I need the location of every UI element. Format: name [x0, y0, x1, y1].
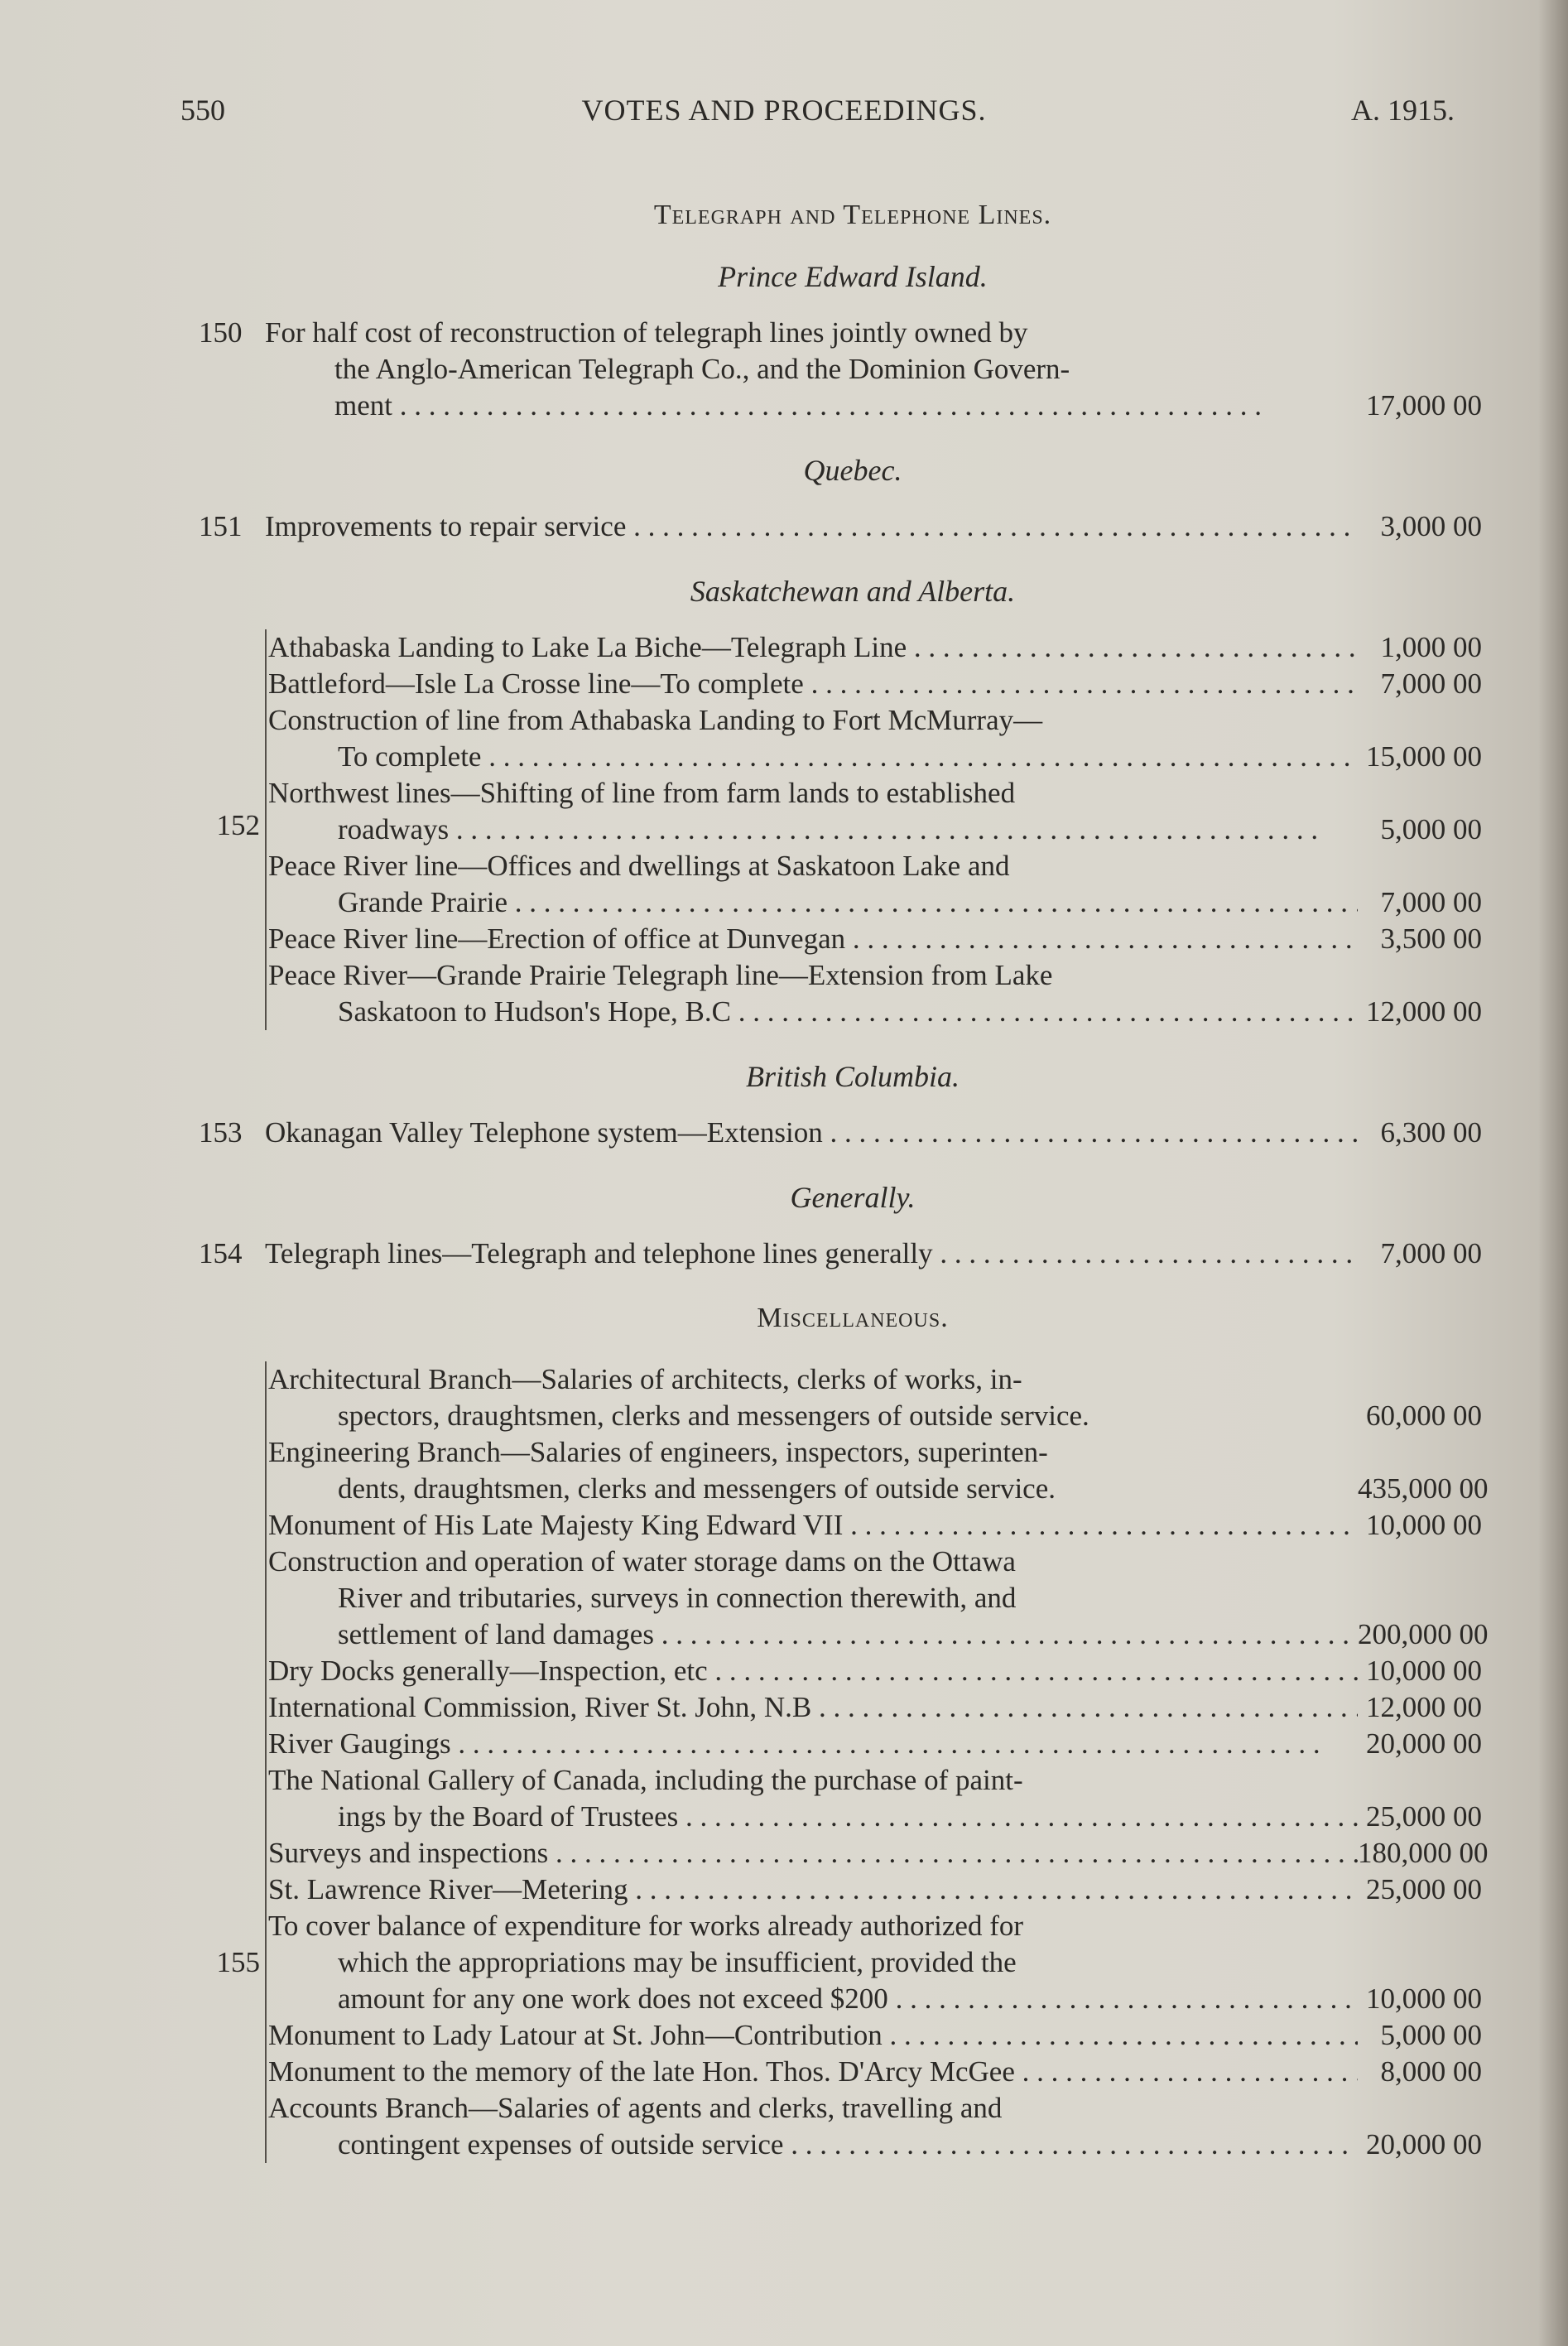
item-amount: 200,000 00 [1358, 1618, 1489, 1650]
vote-text: ment . . . [334, 388, 1358, 424]
page-content [199, 197, 1489, 2163]
vote-155-group [199, 1361, 1489, 2163]
item-text: To cover balance of expenditure for works already authorized for [268, 1910, 1023, 1942]
header-year: A. 1915. [1351, 94, 1455, 127]
item-text: which the appropriations may be insufficient, provided the [338, 1946, 1017, 1978]
item-text: settlement of land damages . . . [338, 1616, 1358, 1653]
vote-number: 153 [199, 1116, 243, 1149]
vote-number: 154 [199, 1237, 243, 1269]
section-title: Telegraph and Telephone Lines. [653, 200, 1052, 230]
item-text: Battleford—Isle La Crosse line—To complete . . . [268, 666, 1358, 702]
item-amount: 15,000 00 [1366, 740, 1482, 773]
item-text: Construction and operation of water storage dams on the Ottawa [268, 1545, 1016, 1578]
item-text: Athabaska Landing to Lake La Biche—Telegraph Line . . . [268, 629, 1358, 666]
item-text: St. Lawrence River—Metering . . . [268, 1872, 1358, 1908]
item-text: Surveys and inspections . . . [268, 1835, 1358, 1872]
item-text: Construction of line from Athabaska Landing to Fort McMurray— [268, 704, 1043, 736]
vote-number: 150 [199, 316, 243, 349]
item-text: Peace River—Grande Prairie Telegraph line—Extension from Lake [268, 959, 1053, 991]
item-text: Dry Docks generally—Inspection, etc . . . [268, 1653, 1358, 1689]
item-text: Accounts Branch—Salaries of agents and clerks, travelling and [268, 2092, 1003, 2124]
vote-151 [199, 508, 1482, 545]
item-amount: 3,500 00 [1380, 923, 1482, 955]
item-amount: 1,000 00 [1380, 631, 1482, 663]
item-text: dents, draughtsmen, clerks and messengers of outside service. [338, 1472, 1056, 1505]
subhead-bc: British Columbia. [745, 1060, 960, 1093]
subhead-pei: Prince Edward Island. [718, 260, 988, 293]
item-amount: 5,000 00 [1380, 813, 1482, 845]
item-text: Peace River line—Erection of office at Dunvegan . . . [268, 921, 1358, 957]
vote-text: Telegraph lines—Telegraph and telephone lines generally . . . [265, 1236, 1358, 1272]
item-amount: 25,000 00 [1366, 1873, 1482, 1905]
item-amount: 60,000 00 [1366, 1399, 1482, 1432]
item-amount: 7,000 00 [1380, 667, 1482, 700]
item-amount: 435,000 00 [1358, 1472, 1489, 1505]
item-text: Saskatoon to Hudson's Hope, B.C . . . [338, 994, 1358, 1030]
item-text: Grande Prairie . . . [338, 884, 1358, 921]
vote-150 [199, 315, 1482, 424]
item-text: The National Gallery of Canada, including the purchase of paint- [268, 1764, 1023, 1796]
item-text: Northwest lines—Shifting of line from farm lands to established [268, 777, 1016, 809]
vote-154 [199, 1236, 1482, 1272]
item-amount: 12,000 00 [1366, 1691, 1482, 1723]
item-text: amount for any one work does not exceed $200 . . . [338, 1981, 1358, 2017]
item-amount: 20,000 00 [1366, 2128, 1482, 2161]
vote-amount: 7,000 00 [1380, 1237, 1482, 1269]
item-text: contingent expenses of outside service . . . [338, 2127, 1358, 2163]
vote-number: 155 [216, 1946, 260, 1978]
page-number: 550 [180, 94, 225, 127]
vote-amount: 17,000 00 [1366, 389, 1482, 422]
item-text: Monument to the memory of the late Hon. Thos. D'Arcy McGee . . . [268, 2054, 1358, 2090]
vote-amount: 6,300 00 [1380, 1116, 1482, 1149]
vote-number: 151 [199, 510, 243, 542]
item-amount: 25,000 00 [1366, 1800, 1482, 1833]
item-text: International Commission, River St. John, N.B . . . [268, 1689, 1358, 1726]
item-text: Peace River line—Offices and dwellings at Saskatoon Lake and [268, 850, 1010, 882]
vote-153 [199, 1115, 1482, 1151]
item-amount: 10,000 00 [1366, 1655, 1482, 1687]
item-amount: 5,000 00 [1380, 2019, 1482, 2051]
page-edge-shadow [1538, 0, 1568, 2346]
item-amount: 8,000 00 [1380, 2055, 1482, 2088]
vote-text: the Anglo-American Telegraph Co., and the Dominion Govern- [334, 353, 1070, 385]
vote-text: For half cost of reconstruction of telegraph lines jointly owned by [265, 316, 1028, 349]
item-amount: 20,000 00 [1366, 1727, 1482, 1760]
vote-text: Improvements to repair service . . . [265, 508, 1358, 545]
subhead-misc: Miscellaneous. [757, 1303, 949, 1333]
subhead-quebec: Quebec. [803, 454, 902, 487]
vote-152-group [199, 629, 1482, 1030]
subhead-sask: Saskatchewan and Alberta. [690, 575, 1016, 608]
running-header [0, 93, 1568, 142]
item-text: spectors, draughtsmen, clerks and messengers of outside service. [338, 1399, 1089, 1432]
vote-number: 152 [216, 809, 260, 841]
item-amount: 180,000 00 [1358, 1837, 1489, 1869]
item-amount: 10,000 00 [1366, 1982, 1482, 2015]
item-text: Engineering Branch—Salaries of engineers, inspectors, superinten- [268, 1436, 1048, 1468]
item-amount: 7,000 00 [1380, 886, 1482, 918]
vote-amount: 3,000 00 [1380, 510, 1482, 542]
subhead-generally: Generally. [790, 1181, 916, 1214]
item-amount: 10,000 00 [1366, 1509, 1482, 1541]
item-text: River and tributaries, surveys in connection therewith, and [338, 1582, 1017, 1614]
item-text: Monument of His Late Majesty King Edward VII . . . [268, 1507, 1358, 1544]
item-text: roadways . . . [338, 812, 1358, 848]
item-text: ings by the Board of Trustees . . . [338, 1799, 1358, 1835]
item-amount: 12,000 00 [1366, 995, 1482, 1028]
vote-text: Okanagan Valley Telephone system—Extension . . . [265, 1115, 1358, 1151]
header-title: VOTES AND PROCEEDINGS. [581, 94, 987, 127]
item-text: To complete . . . [338, 739, 1358, 775]
item-text: Monument to Lady Latour at St. John—Contribution . . . [268, 2017, 1358, 2054]
item-text: River Gaugings . . . [268, 1726, 1358, 1762]
item-text: Architectural Branch—Salaries of architects, clerks of works, in- [268, 1363, 1022, 1395]
